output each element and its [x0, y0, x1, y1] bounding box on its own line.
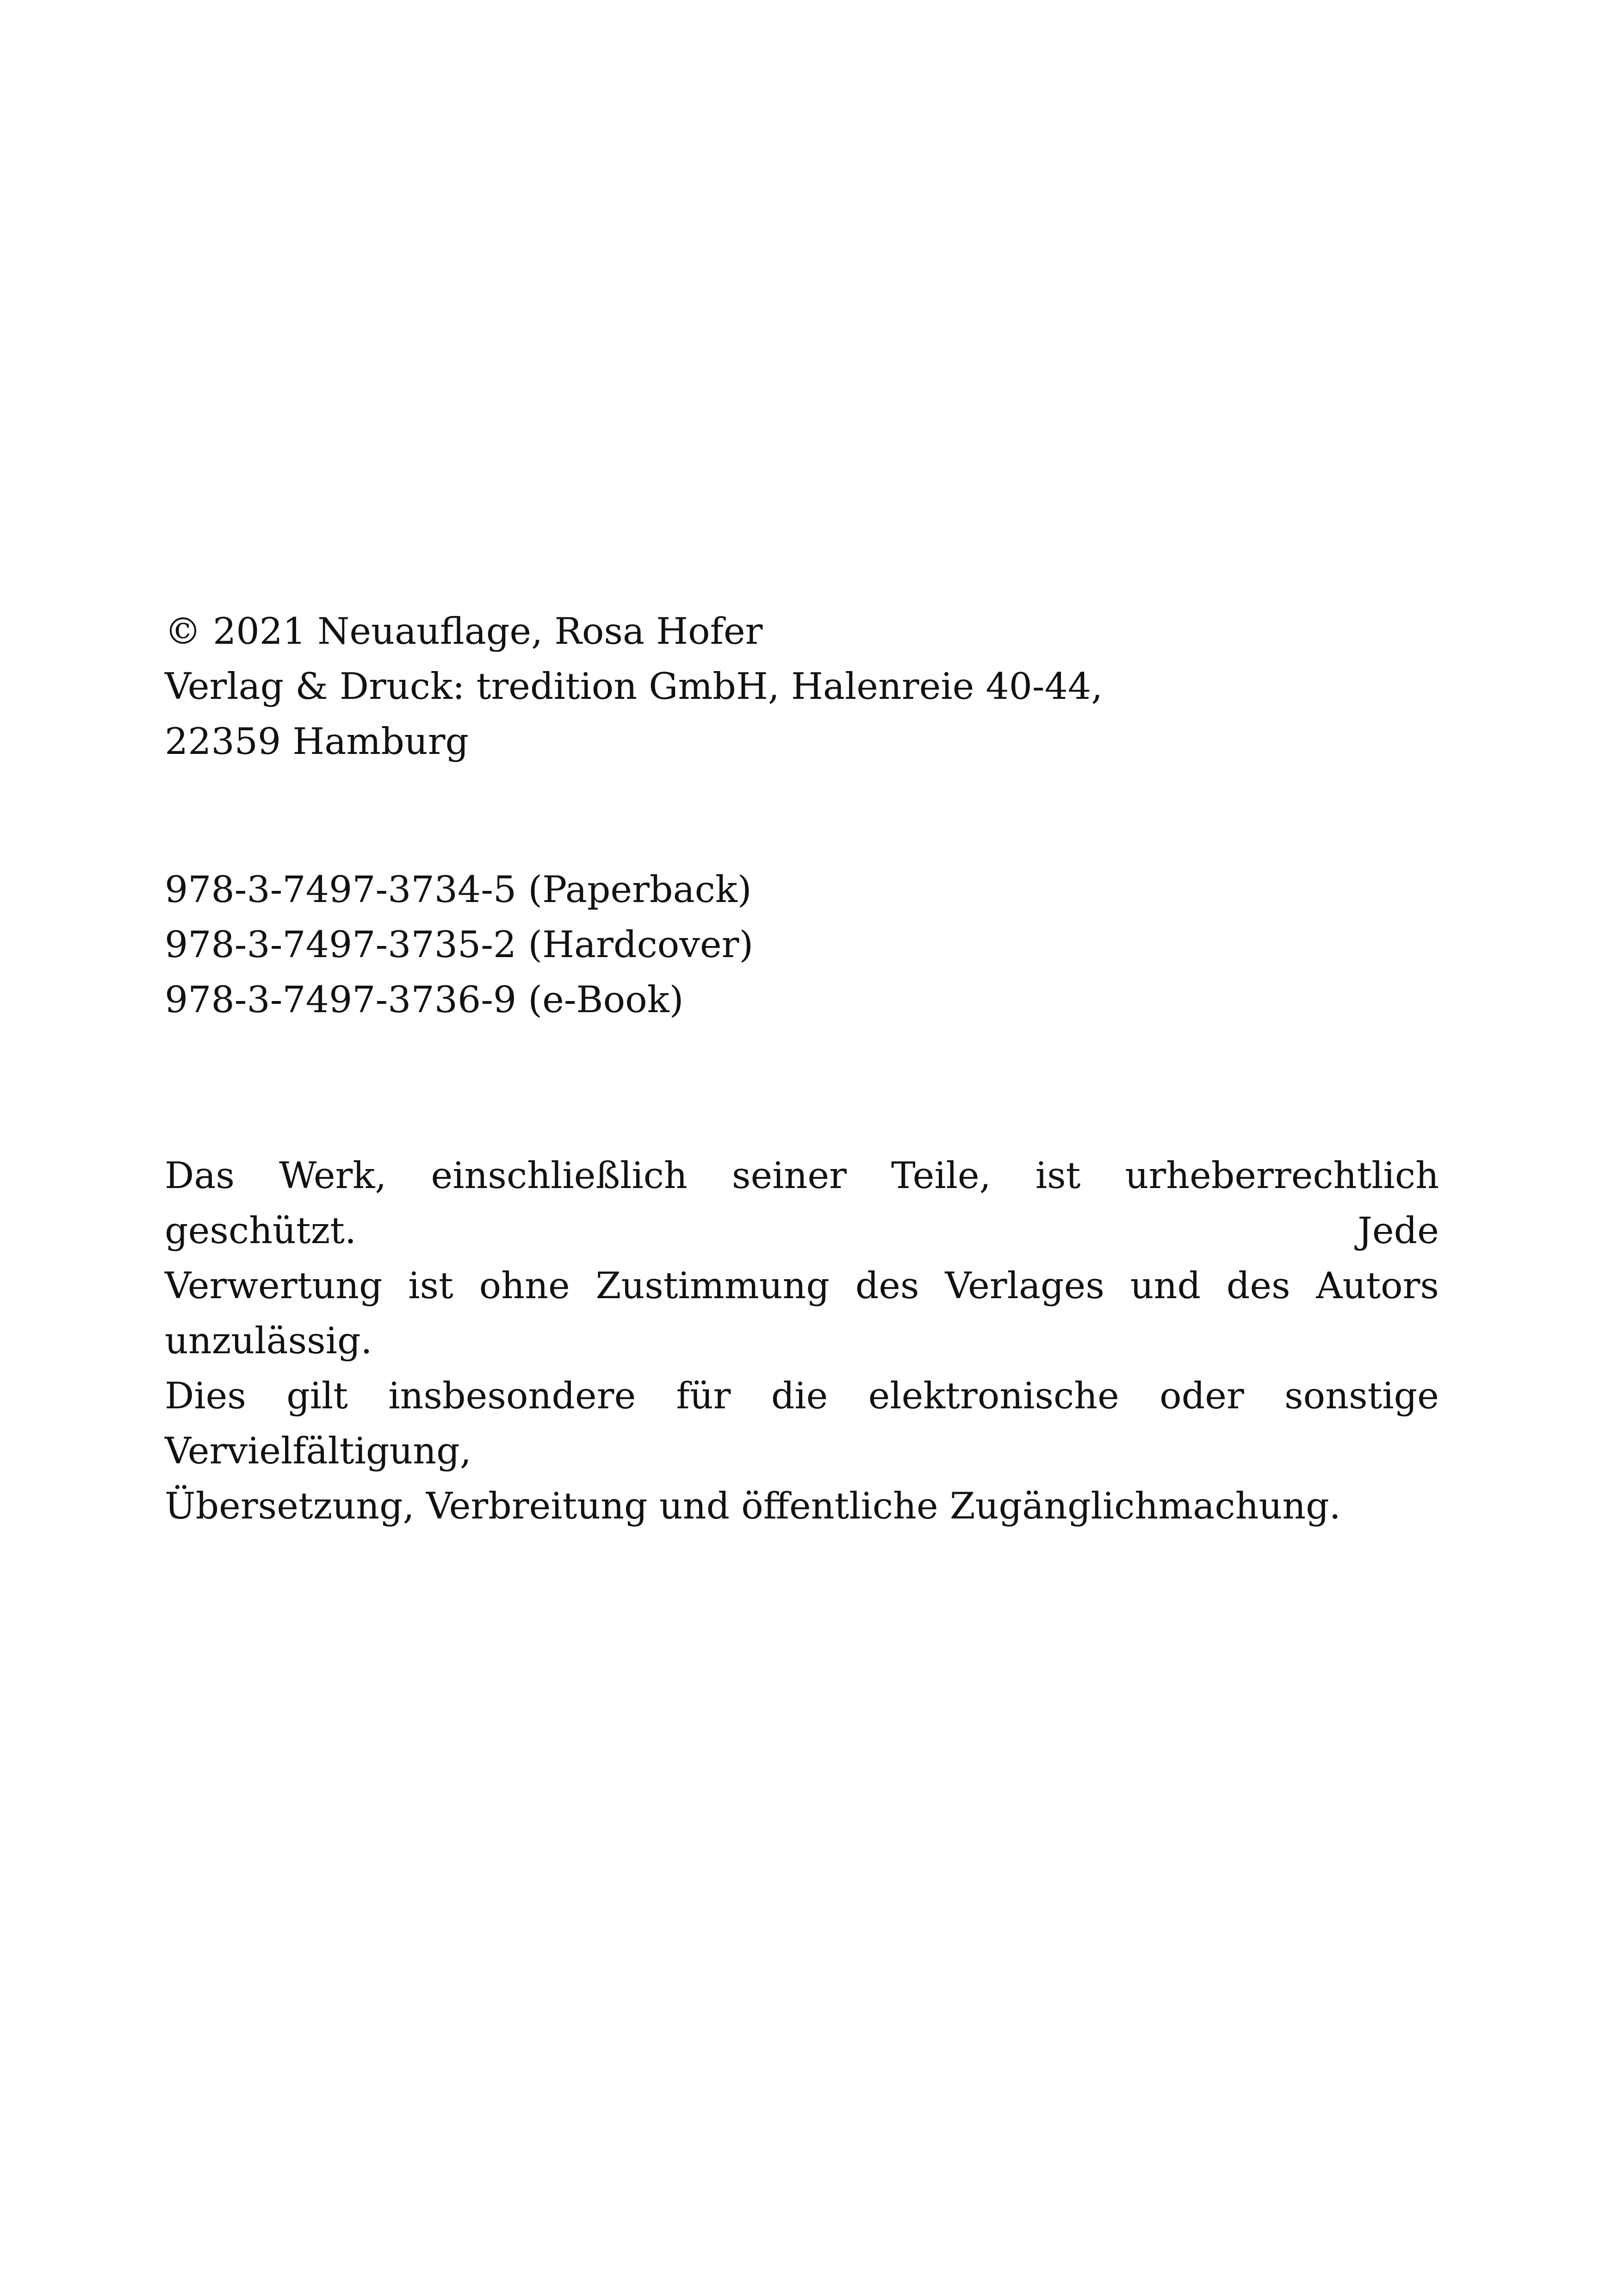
- isbn-ebook: 978-3-7497-3736-9 (e-Book): [165, 978, 684, 1021]
- isbn-block: [165, 862, 753, 1027]
- rights-notice: [165, 1148, 1439, 1534]
- rights-line-2: Verwertung ist ohne Zustimmung des Verlages und des Autors unzulässig.: [165, 1264, 1439, 1362]
- copyright-line: © 2021 Neuauflage, Rosa Hofer: [165, 610, 763, 653]
- isbn-hardcover: 978-3-7497-3735-2 (Hardcover): [165, 923, 754, 966]
- rights-line-3: Dies gilt insbesondere für die elektronische oder sonstige Vervielfältigung,: [165, 1375, 1439, 1472]
- imprint-block: [165, 604, 1103, 769]
- city-line: 22359 Hamburg: [165, 720, 469, 763]
- publisher-line: Verlag & Druck: tredition GmbH, Halenreie 40-44,: [165, 665, 1103, 708]
- isbn-paperback: 978-3-7497-3734-5 (Paperback): [165, 868, 752, 911]
- rights-line-1: Das Werk, einschließlich seiner Teile, ist urheberrechtlich geschützt. Jede: [165, 1154, 1439, 1252]
- rights-line-4: Übersetzung, Verbreitung und öffentliche Zugänglichmachung.: [165, 1485, 1341, 1527]
